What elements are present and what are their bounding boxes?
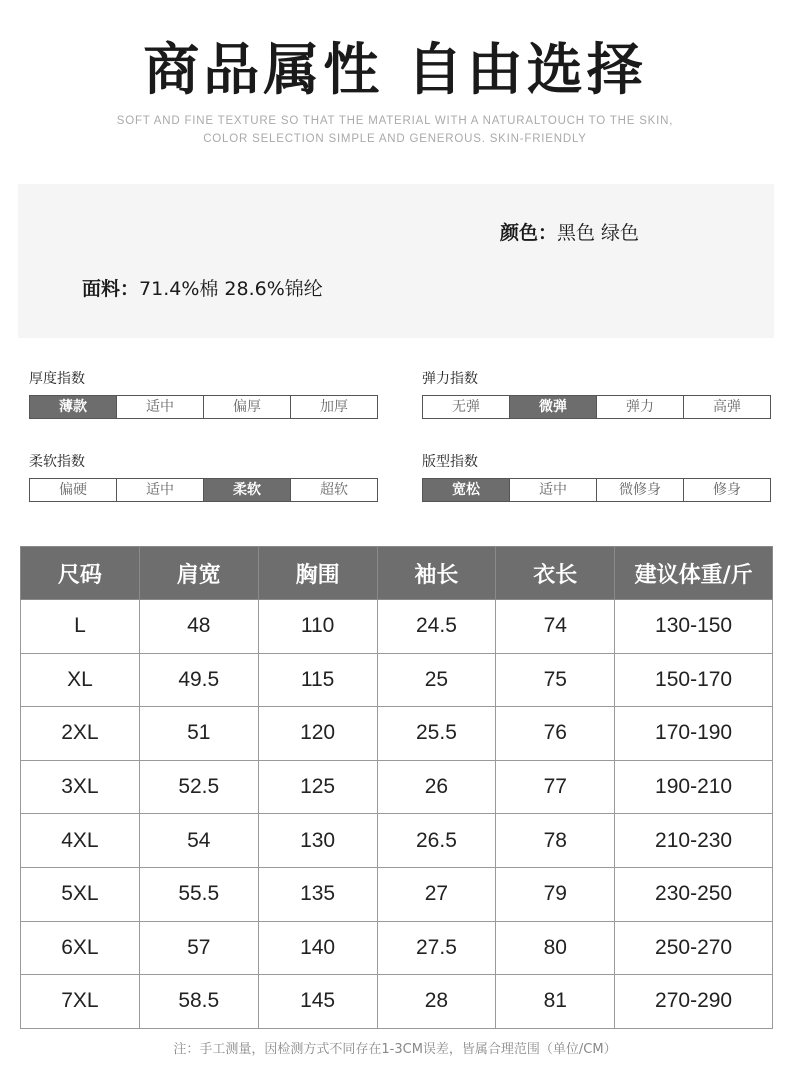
table-cell: 110: [258, 600, 377, 654]
table-cell: 58.5: [139, 975, 258, 1029]
table-cell: 74: [496, 600, 615, 654]
table-row: [21, 707, 773, 761]
table-cell: 26.5: [377, 814, 496, 868]
elasticity-index-title: 弹力指数: [422, 371, 478, 387]
table-row: [21, 814, 773, 868]
table-cell: 28: [377, 975, 496, 1029]
table-cell: 210-230: [615, 814, 773, 868]
table-cell: 5XL: [21, 867, 140, 921]
table-cell: L: [21, 600, 140, 654]
table-cell: 76: [496, 707, 615, 761]
softness-index-bar: [29, 478, 378, 502]
table-cell: 81: [496, 975, 615, 1029]
color-value: 黑色 绿色: [557, 222, 640, 244]
table-cell: 25.5: [377, 707, 496, 761]
table-cell: 135: [258, 867, 377, 921]
measurement-note: 注：手工测量，因检测方式不同存在1-3CM误差，皆属合理范围（单位/CM）: [173, 1042, 617, 1057]
table-cell: 115: [258, 653, 377, 707]
softness-option: 偏硬: [30, 479, 116, 501]
product-info-panel: [18, 184, 774, 338]
thickness-option: 加厚: [290, 396, 377, 418]
table-cell: 145: [258, 975, 377, 1029]
table-cell: 57: [139, 921, 258, 975]
elasticity-option: 微弹: [509, 396, 596, 418]
fit-option: 修身: [683, 479, 770, 501]
column-header: 胸围: [258, 547, 377, 600]
table-header-row: [21, 547, 773, 600]
table-cell: 6XL: [21, 921, 140, 975]
table-cell: 125: [258, 760, 377, 814]
elasticity-index-bar: [422, 395, 771, 419]
table-row: [21, 975, 773, 1029]
table-cell: 54: [139, 814, 258, 868]
softness-option: 适中: [116, 479, 203, 501]
table-cell: 3XL: [21, 760, 140, 814]
subtitle-line-2: COLOR SELECTION SIMPLE AND GENEROUS. SKIN-FRIENDLY: [203, 133, 587, 145]
table-cell: 230-250: [615, 867, 773, 921]
color-label: 颜色：: [500, 222, 558, 244]
softness-index-title: 柔软指数: [29, 454, 85, 470]
column-header: 尺码: [21, 547, 140, 600]
page-title: 商品属性 自由选择: [143, 38, 647, 103]
column-header: 衣长: [496, 547, 615, 600]
table-cell: 270-290: [615, 975, 773, 1029]
table-cell: 2XL: [21, 707, 140, 761]
table-cell: 25: [377, 653, 496, 707]
table-cell: 7XL: [21, 975, 140, 1029]
table-row: [21, 760, 773, 814]
table-cell: 55.5: [139, 867, 258, 921]
fabric-value: 71.4%棉 28.6%锦纶: [139, 278, 323, 300]
fit-option: 适中: [509, 479, 596, 501]
table-cell: 130: [258, 814, 377, 868]
table-cell: 48: [139, 600, 258, 654]
table-row: [21, 600, 773, 654]
table-cell: 4XL: [21, 814, 140, 868]
table-cell: 150-170: [615, 653, 773, 707]
table-cell: 52.5: [139, 760, 258, 814]
table-cell: 27: [377, 867, 496, 921]
table-cell: 51: [139, 707, 258, 761]
table-cell: 79: [496, 867, 615, 921]
table-cell: 170-190: [615, 707, 773, 761]
table-row: [21, 867, 773, 921]
elasticity-option: 高弹: [683, 396, 770, 418]
table-cell: 49.5: [139, 653, 258, 707]
elasticity-option: 弹力: [596, 396, 683, 418]
softness-option: 柔软: [203, 479, 290, 501]
size-chart-table: [20, 546, 773, 1029]
table-cell: 75: [496, 653, 615, 707]
table-cell: XL: [21, 653, 140, 707]
table-row: [21, 921, 773, 975]
softness-option: 超软: [290, 479, 377, 501]
fabric-label: 面料：: [82, 278, 140, 300]
thickness-index-title: 厚度指数: [29, 371, 85, 387]
table-row: [21, 653, 773, 707]
elasticity-option: 无弹: [423, 396, 509, 418]
fit-option: 宽松: [423, 479, 509, 501]
table-cell: 24.5: [377, 600, 496, 654]
table-cell: 80: [496, 921, 615, 975]
thickness-option: 适中: [116, 396, 203, 418]
thickness-option: 薄款: [30, 396, 116, 418]
table-cell: 120: [258, 707, 377, 761]
column-header: 建议体重/斤: [615, 547, 773, 600]
table-cell: 250-270: [615, 921, 773, 975]
table-cell: 130-150: [615, 600, 773, 654]
column-header: 袖长: [377, 547, 496, 600]
color-info: [500, 218, 639, 245]
table-cell: 190-210: [615, 760, 773, 814]
fit-index-title: 版型指数: [422, 454, 478, 470]
fit-option: 微修身: [596, 479, 683, 501]
table-cell: 78: [496, 814, 615, 868]
fit-index-bar: [422, 478, 771, 502]
fabric-info: [82, 274, 323, 301]
table-cell: 77: [496, 760, 615, 814]
subtitle-line-1: SOFT AND FINE TEXTURE SO THAT THE MATERIAL WITH A NATURALTOUCH TO THE SKIN,: [116, 115, 674, 127]
table-cell: 140: [258, 921, 377, 975]
table-cell: 27.5: [377, 921, 496, 975]
column-header: 肩宽: [139, 547, 258, 600]
table-cell: 26: [377, 760, 496, 814]
thickness-index-bar: [29, 395, 378, 419]
thickness-option: 偏厚: [203, 396, 290, 418]
